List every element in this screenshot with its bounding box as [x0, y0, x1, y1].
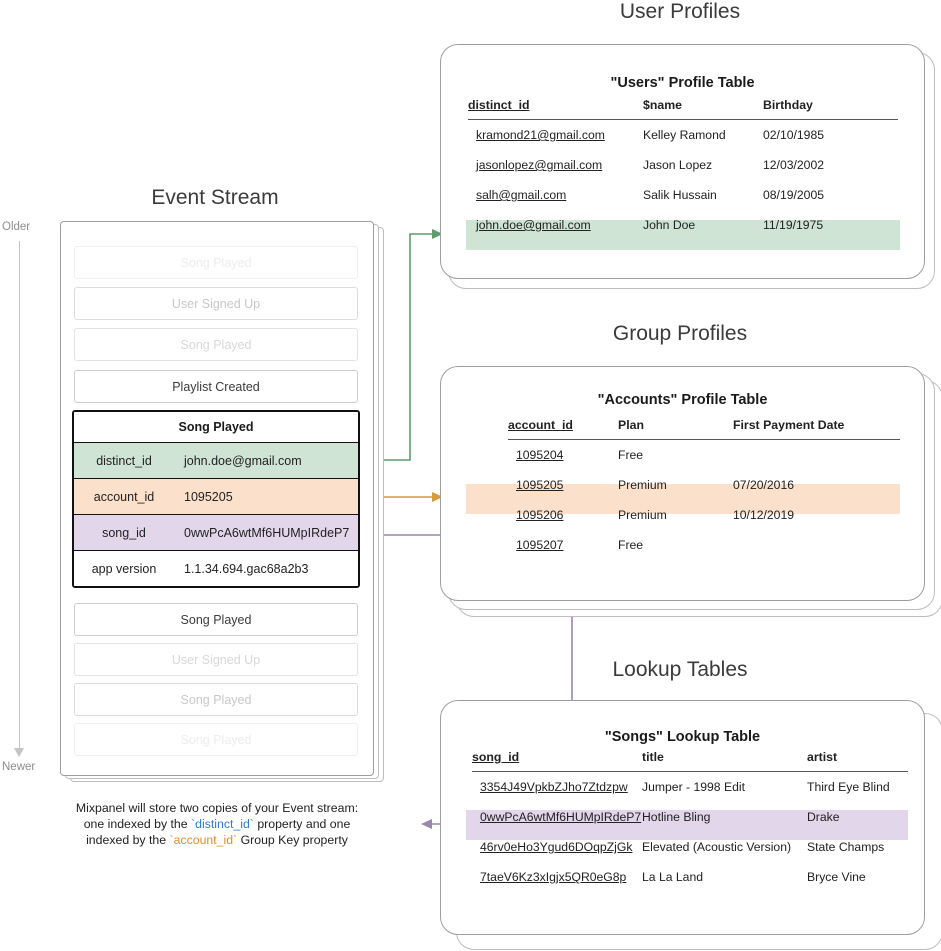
property-key: distinct_id [96, 453, 152, 468]
property-key: app version [91, 561, 157, 576]
songs-col-song-id: song_id [472, 750, 642, 772]
caption-line-2 [36, 816, 398, 832]
cell-account-id: 1095205 [516, 478, 564, 492]
section-title-user-profiles: User Profiles [619, 0, 741, 23]
event-property-account-id [74, 478, 358, 514]
cell-song-id: 46rv0eHo3Ygud6DOqpZjGk [480, 840, 633, 854]
table-row-highlighted[interactable] [468, 210, 898, 240]
table-row[interactable] [508, 440, 900, 471]
cell-title: Elevated (Acoustic Version) [642, 840, 792, 854]
cell-name: Kelley Ramond [643, 128, 726, 142]
cell-birthday: 08/19/2005 [763, 188, 824, 202]
timeline-arrow-icon [14, 748, 24, 757]
event-label: Song Played [180, 692, 252, 707]
cell-distinct-id: jasonlopez@gmail.com [476, 158, 603, 172]
event-row[interactable] [74, 328, 358, 361]
caption-line-1: Mixpanel will store two copies of your Event stream: [75, 801, 359, 815]
event-row[interactable] [74, 287, 358, 320]
table-row[interactable] [508, 530, 900, 560]
event-label: Song Played [180, 732, 252, 747]
cell-distinct-id: kramond21@gmail.com [476, 128, 605, 142]
songs-table [472, 750, 908, 892]
cell-birthday: 02/10/1985 [763, 128, 824, 142]
axis-label-newer: Newer [2, 761, 36, 773]
event-row[interactable] [74, 683, 358, 716]
property-value: john.doe@gmail.com [184, 453, 302, 468]
cell-distinct-id: john.doe@gmail.com [476, 218, 591, 232]
event-property-song-id [74, 514, 358, 550]
table-row-highlighted[interactable] [472, 802, 908, 832]
event-row[interactable] [74, 643, 358, 676]
property-value: 0wwPcA6wtMf6HUMpIRdeP7 [184, 525, 350, 540]
cell-title: Jumper - 1998 Edit [642, 780, 745, 794]
table-row-highlighted[interactable] [508, 470, 900, 500]
table-row[interactable] [508, 500, 900, 530]
caption-line-3-pre: indexed by the [86, 833, 170, 847]
table-row[interactable] [468, 150, 898, 180]
cell-first-payment [733, 440, 900, 471]
event-label: User Signed Up [171, 296, 261, 311]
caption-code-distinct-id: `distinct_id` [191, 817, 254, 831]
caption-code-account-id: `account_id` [169, 833, 238, 847]
cell-first-payment: 10/12/2019 [733, 508, 794, 522]
event-row[interactable] [74, 370, 358, 403]
cell-account-id: 1095204 [516, 448, 564, 462]
cell-title: La La Land [642, 870, 703, 884]
accounts-col-first-payment: First Payment Date [733, 418, 900, 440]
songs-table-title: "Songs" Lookup Table [604, 729, 761, 745]
section-title-event-stream: Event Stream [151, 186, 279, 209]
timeline-axis [19, 241, 20, 751]
cell-first-payment [733, 530, 900, 560]
property-key: song_id [102, 525, 146, 540]
expanded-event-title: Song Played [74, 412, 358, 442]
cell-plan: Premium [618, 478, 667, 492]
accounts-col-account-id: account_id [508, 418, 618, 440]
stream-caption [36, 800, 398, 848]
table-header-row [468, 98, 898, 120]
event-row[interactable] [74, 603, 358, 636]
table-row[interactable] [472, 862, 908, 892]
cell-artist: Bryce Vine [807, 870, 866, 884]
cell-plan: Free [618, 538, 644, 552]
event-label: Playlist Created [172, 379, 260, 394]
event-label: Song Played [180, 255, 252, 270]
event-property-distinct-id [74, 442, 358, 478]
event-label: Song Played [180, 337, 252, 352]
property-value: 1.1.34.694.gac68a2b3 [184, 561, 309, 576]
event-row[interactable] [74, 246, 358, 279]
cell-song-id: 0wwPcA6wtMf6HUMpIRdeP7 [480, 810, 642, 824]
cell-artist: State Champs [807, 840, 885, 854]
cell-plan: Free [618, 448, 644, 462]
accounts-table [508, 418, 900, 560]
table-header-row [472, 750, 908, 772]
cell-song-id: 7taeV6Kz3xIgjx5QR0eG8p [480, 870, 627, 884]
section-title-lookup-tables: Lookup Tables [612, 658, 748, 681]
table-row[interactable] [468, 180, 898, 210]
cell-birthday: 12/03/2002 [763, 158, 824, 172]
cell-artist: Drake [807, 810, 840, 824]
cell-first-payment: 07/20/2016 [733, 478, 794, 492]
caption-line-3-post: Group Key property [237, 833, 348, 847]
users-table-title: "Users" Profile Table [610, 75, 755, 91]
cell-account-id: 1095207 [516, 538, 564, 552]
cell-name: Salik Hussain [643, 188, 717, 202]
users-col-birthday: Birthday [763, 98, 898, 120]
table-row[interactable] [472, 832, 908, 862]
accounts-table-title: "Accounts" Profile Table [597, 392, 768, 408]
cell-song-id: 3354J49VpkbZJho7Ztdzpw [480, 780, 628, 794]
users-col-name: $name [643, 98, 763, 120]
users-table [468, 98, 898, 240]
cell-artist: Third Eye Blind [807, 780, 890, 794]
property-key: account_id [93, 489, 155, 504]
cell-title: Hotline Bling [642, 810, 711, 824]
event-label: User Signed Up [171, 652, 261, 667]
songs-col-artist: artist [807, 750, 908, 772]
event-property-app-version [74, 550, 358, 586]
axis-label-older: Older [2, 221, 31, 233]
section-title-group-profiles: Group Profiles [612, 322, 748, 345]
caption-line-3 [36, 832, 398, 848]
cell-birthday: 11/19/1975 [763, 218, 824, 232]
cell-name: Jason Lopez [643, 158, 713, 172]
cell-distinct-id: salh@gmail.com [476, 188, 567, 202]
cell-account-id: 1095206 [516, 508, 564, 522]
table-row[interactable] [472, 772, 908, 803]
cell-name: John Doe [643, 218, 696, 232]
property-value: 1095205 [184, 489, 233, 504]
caption-line-2-pre: one indexed by the [83, 817, 192, 831]
caption-line-2-post: property and one [253, 817, 351, 831]
table-header-row [508, 418, 900, 440]
expanded-event-card[interactable] [72, 410, 360, 588]
event-row[interactable] [74, 723, 358, 756]
cell-plan: Premium [618, 508, 667, 522]
table-row[interactable] [468, 120, 898, 151]
users-col-distinct-id: distinct_id [468, 98, 643, 120]
accounts-col-plan: Plan [618, 418, 733, 440]
songs-col-title: title [642, 750, 807, 772]
event-label: Song Played [180, 612, 252, 627]
